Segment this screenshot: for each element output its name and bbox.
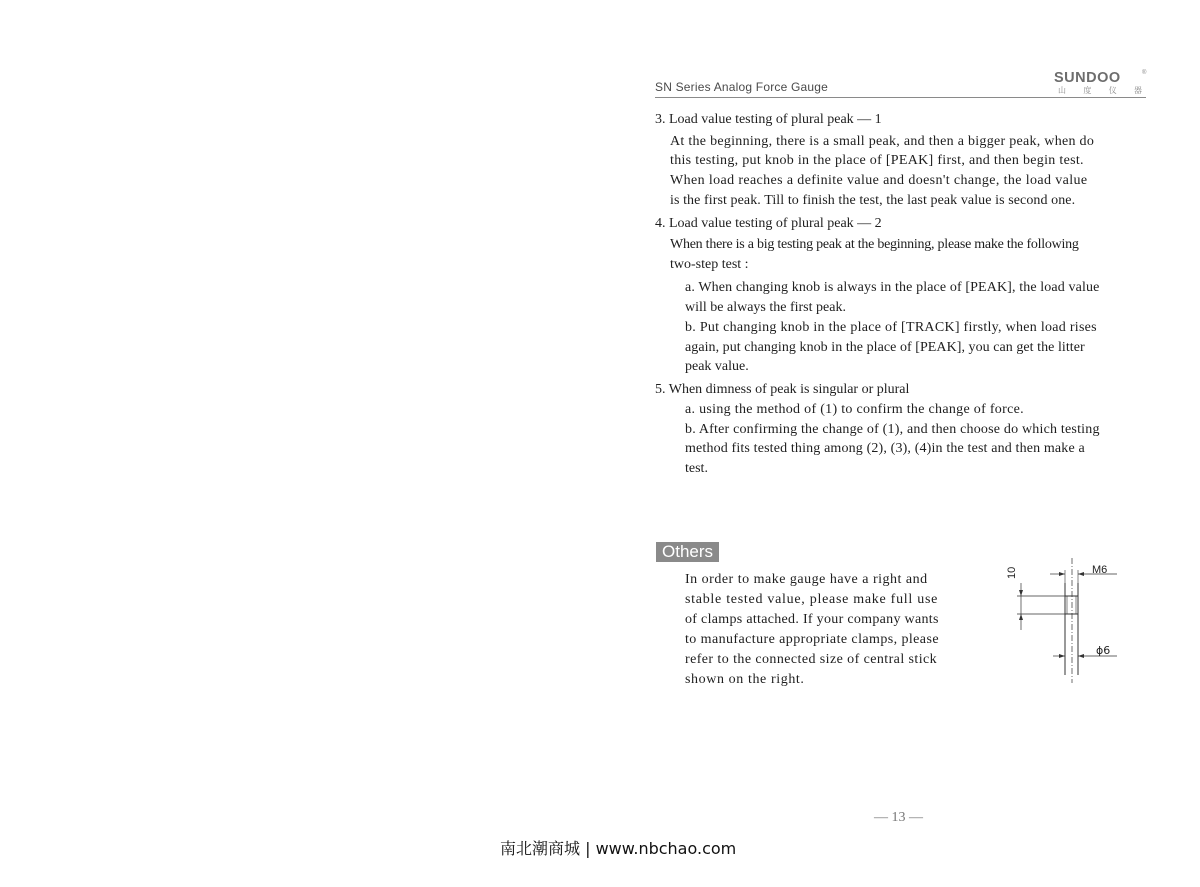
dia-arrow-left [1059,654,1065,658]
section-4-subitem: b. Put changing knob in the place of [TRACK] firstly, when load rises [685,320,1097,335]
length-label: 10 [1006,566,1018,579]
section-5-subitem: test. [685,461,708,476]
m6-arrow-left [1059,572,1065,576]
header-divider [655,97,1146,98]
others-line: In order to make gauge have a right and [685,572,928,587]
section-4-subitem: peak value. [685,359,749,374]
section-4-subitem: again, put changing knob in the place of [PEAK], you can get the litter [685,340,1085,355]
thread-label: M6 [1092,564,1108,576]
others-section-title: Others [656,542,719,562]
diameter-label: ϕ6 [1096,644,1111,657]
others-line: of clamps attached. If your company wants [685,612,939,627]
m6-arrow-right [1078,572,1084,576]
section-5-heading: 5. When dimness of peak is singular or plural [655,382,910,397]
section-5-subitem: method fits tested thing among (2), (3), (4)in the test and then make a [685,441,1085,456]
others-line: shown on the right. [685,672,805,687]
section-4-heading: 4. Load value testing of plural peak — 2 [655,216,882,231]
section-4-subitem: a. When changing knob is always in the place of [PEAK], the load value [685,280,1100,295]
brand-subtitle [1058,86,1142,95]
footer-watermark: 南北潮商城 | www.nbchao.com [500,839,737,858]
section-3-line: this testing, put knob in the place of [PEAK] first, and then begin test. [670,153,1084,168]
brand-logo [1054,70,1148,96]
section-5-subitem: b. After confirming the change of (1), and then choose do which testing [685,422,1100,437]
dia-arrow-right [1078,654,1084,658]
len-arrow-top [1019,590,1023,596]
central-stick-diagram [995,555,1125,687]
others-line: refer to the connected size of central stick [685,652,938,667]
len-arrow-bottom [1019,614,1023,620]
brand-subtitle-char: 仪 [1108,86,1117,95]
brand-subtitle-char: 器 [1133,86,1142,95]
brand-registered-mark: ® [1142,70,1147,76]
others-line: to manufacture appropriate clamps, please [685,632,939,647]
others-line: stable tested value, please make full use [685,592,939,607]
brand-subtitle-char: 度 [1083,86,1092,95]
section-4-line: two-step test : [670,257,749,272]
header-title: SN Series Analog Force Gauge [655,80,829,94]
brand-subtitle-char: 山 [1058,86,1066,95]
section-3-line: is the first peak. Till to finish the test, the last peak value is second one. [670,193,1076,208]
section-5-subitem: a. using the method of (1) to confirm the change of force. [685,402,1024,417]
page-number: — 13 — [874,810,923,825]
section-3-heading: 3. Load value testing of plural peak — 1 [655,112,882,127]
brand-name: SUNDOO [1054,70,1121,86]
section-4-subitem: will be always the first peak. [685,300,846,315]
section-4-line: When there is a big testing peak at the beginning, please make the following [670,237,1079,252]
section-3-line: At the beginning, there is a small peak, and then a bigger peak, when do [670,134,1095,149]
section-3-line: When load reaches a definite value and doesn't change, the load value [670,173,1088,188]
